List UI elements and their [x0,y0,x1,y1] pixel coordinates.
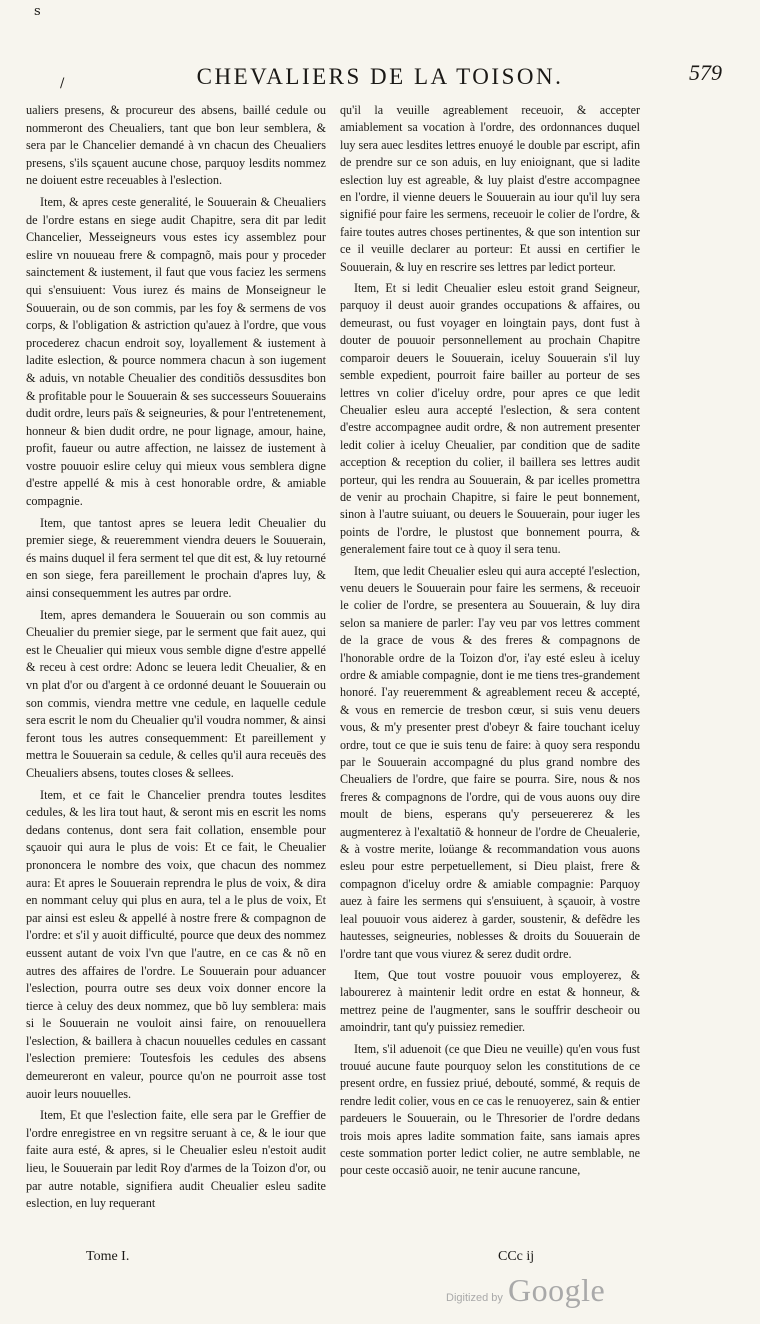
signature-mark: CCc ij [498,1249,535,1264]
right-column [340,102,640,1184]
paragraph: Item, Que tout vostre pouuoir vous employerez, & labourerez à maintenir ledit ordre en estat & honneur, & mettrez peine de l'augmenter, sans le souffrir descheoir ou amoindrir, tant qu'y puissiez remedier. [340,967,640,1035]
header-dash: / [60,76,65,91]
paragraph: Item, que tantost apres se leuera ledit Cheualier du premier siege, & reueremment viendra deuers le Souuerain, és mains duquel il fera serment tel que dit est, & luy retourné en son siege, fera pareillement le prochain d'apres luy, & ainsi consequemment les autres par ordre. [26,515,326,601]
running-title: CHEVALIERS DE LA TOISON. [196,64,564,89]
left-column [26,102,326,1217]
page-number: 579 [689,60,722,85]
paragraph: Item, que ledit Cheualier esleu qui aura accepté l'eslection, venu deuers le Souuerain pour faire les sermens, & receuoir le colier de l'ordre, se presentera au Souuerain, & luy dira selon sa maniere de parler: I'ay veu par vos lettres comment de la grace de vous & des freres & compagnons de l'honorable ordre de la Toizon d'or, i'ay esté esleu à iceluy ordre & amiable compagnie, dont ie me tiens tres-grandement honoré. I'ay reueremment & agreablement receu & accepté, & vous en remercie de tresbon cœur, si suis venu deuers vous, & m'y presenter prest d'obeyr & faire touchant iceluy ordre, tout ce que ie suis tenu de faire: à quoy sera respondu par le Souuerain accompagné du plus grand nombre des Cheualiers de l'ordre, que faire se pourra. Sire, nous & nos freres & compagnons de l'ordre, qui de vous auons ouy dire moult de biens, esperans qu'y perseuererez & les augmenterez à l'exaltatiõ & honneur de l'ordre de Cheualerie, & à vostre merite, loüange & recommandation vous auons esleu pour estre perpetuellement, si Dieu plaist, frere & compagnon d'iceluy ordre & amiable compagnie: Parquoy auez à faire les sermens qui s'ensuiuent, à sçauoir, à vostre leal pouuoir vous aiderez à garder, soustenir, & defẽdre les hautesses, seigneuries, noblesses & droits du Souuerain de l'ordre tant que vous viurez & serez dudit ordre. [340,563,640,961]
paragraph: Item, & apres ceste generalité, le Souuerain & Cheualiers de l'ordre estans en siege audit Chapitre, sera dit par ledit Chancelier, Messeigneurs vous estes icy assemblez pour eslire vn nouueau frere & compagnõ, mais pour y proceder sainctement & iustement, il faut que vous faciez les sermens qui s'ensuiuent: Vous iurez és mains de Monseigneur le Souuerain, ou de son commis, par les foy & sermens de vos corps, & l'obligation & astriction qu'auez à l'ordre, que vous procederez chacun endroit soy, loyallement & iustement à ladite eslection, & pource nommera chacun à son iugement & aduis, vn notable Cheualier des conditiõs dessusdites bon & profitable pour le Souuerain & ses successeurs Souuerains dudit ordre, leurs païs & seigneuries, & pour l'entretenement, honneur & bien dudit ordre, ne pour lignage, amour, haine, profit, faueur ou autre affection, ne laissez de iustement à vostre pouuoir eslire celuy qui mieux vous semblera digne d'estre appellé & mis à cest honorable ordre, & amiable compagnie. [26,194,326,509]
paragraph: Item, s'il aduenoit (ce que Dieu ne veuille) qu'en vous fust trouué aucune faute pourquoy selon les constitutions de ce present ordre, en fussiez priué, debouté, sommé, & requis de rendre ledit colier, vous en ce cas le renuoyerez, sain & entier pardeuers le Souuerain, ou le Thresorier de l'ordre dedans trois mois apres ladite sommation faite, sans iamais apres ceste sommation porter ledict colier, ne autre semblable, ne pour ceste occasiõ auoir, ne tenir aucune rancune, [340,1041,640,1178]
watermark-prefix: Digitized by [446,1292,503,1304]
paragraph: Item, Et que l'eslection faite, elle sera par le Greffier de l'ordre enregistree en vn regsitre seruant à ce, & le iour que faite aura esté, & apres, si le Cheualier esleu n'estoit audit lieu, le Souuerain par ledit Roy d'armes de la Toizon d'or, ou par autre notable, signifiera audit Cheualier esleu sadite eslection, en luy requerant [26,1108,326,1211]
google-logo: Google [508,1272,606,1308]
paragraph: qu'il la veuille agreablement receuoir, & accepter amiablement sa vocation à l'ordre, des ordonnances duquel luy sera auec lesdites lettres enuoyé le double par escript, afin de prendre sur ce son aduis, en luy enioignant, que si ladite eslection luy est agreable, & luy plaist d'estre accompagnee en l'ordre, il vienne deuers le Souuerain au iour qu'il luy sera signifié pour faire les sermens, receuoir le colier de l'ordre, & faire toutes autres choses pertinentes, & que son intention sur ce il veuille declarer au porteur: Et aussi en certifier le Souuerain, & luy en rescrire ses lettres par ledict porteur. [340,103,640,274]
running-header [30,58,730,98]
paragraph: Item, Et si ledit Cheualier esleu estoit grand Seigneur, parquoy il deust auoir grandes occupations & affaires, ou demeurast, ou fust voyager en loingtain pays, dont fust à douter de pouuoir personnellement au prochain Chapitre comparoir deuers le Souuerain, iceluy Souuerain s'il luy semble expedient, pourroit faire bailler au porteur de ses lettres vn colier d'iceluy ordre, pour apres ce que ledit Cheualier esleu aura accepté l'eslection, & sera content d'estre accompagnee audit ordre, & non autrement presenter ledit colier à iceluy Cheualier, par condition que de sadite acception & reception du colier, il baillera ses lettres audit porteur, qui les rendra au Souuerain, & par icelles promettra de venir au prochain Chapitre, si faire le peut bonnement, sinon à l'autre suiuant, ou deuers le Souuerain, pour iuger les points de l'ordre, le plustost que bonnement pourra, & generalement faire tout ce à quoy il sera tenu. [340,281,640,557]
paragraph: Item, apres demandera le Souuerain ou son commis au Cheualier du premier siege, par le serment que fait auez, qui est le Cheualier qui mieux vous semble digne d'estre appellé & receu à cest ordre: Adonc se leuera ledit Cheualier, & en vn plat d'or ou d'argent à ce ordonné deuant le Souuerain ou son commis, viendra mettre vne cedule, en laquelle cedule sera escrit le nom du Cheualier qu'il voudra nommer, & ainsi feront tous les autres consequemment: Et pareillement y mettra le Souuerain sa cedule, & celles qu'il aura receuës des Cheualiers absens, toutes closes & sellees. [26,607,326,780]
corner-mark: s [34,4,41,19]
paragraph: ualiers presens, & procureur des absens, baillé cedule ou nommeront des Cheualiers, tant que bon leur semblera, & sera par le Chancelier demandé à vn chacun des Cheualiers presens, s'ils sçauent aucune chose, parquoy lesdits nommez ne doiuent estre receuables à l'eslection. [26,103,326,188]
page-footer [0,1249,760,1269]
volume-label: Tome I. [86,1249,130,1264]
paragraph: Item, et ce fait le Chancelier prendra toutes lesdites cedules, & les lira tout haut, & seront mis en escrit les noms dedans contenus, dont sera fait collation, ensemble pour sçauoir qui aura le plus de vois: Et ce fait, le Cheualier prononcera le nombre des voix, que chacun des nommez aura: Et apres le Souuerain reprendra le plus de voix, & dira en nommant celuy qui plus en aura, tel a le plus de voix, Et par ainsi est esleu & appellé à nostre frere & compagnon de l'ordre: et s'il y auoit difficulté, pource que deux des nommez eussent autant de voix l'vn que l'autre, en ce cas & nõ en autres des affaires de l'ordre. Le Souuerain pour aduancer l'eslection, pourra outre ses deux voix donner encore la tierce à celuy des deux nommez, que bõ luy semblera: mais si le Souuerain ne vouloit ainsi faire, on renouuellera l'eslection, & baillera à chacun nouuelles cedules en cassant l'eslection premiere: Toutesfois les cedules des absens demeureront en valeur, pource qu'on ne pourroit asse tost auoir leurs nouuelles. [26,787,326,1101]
digitization-watermark [446,1274,646,1314]
